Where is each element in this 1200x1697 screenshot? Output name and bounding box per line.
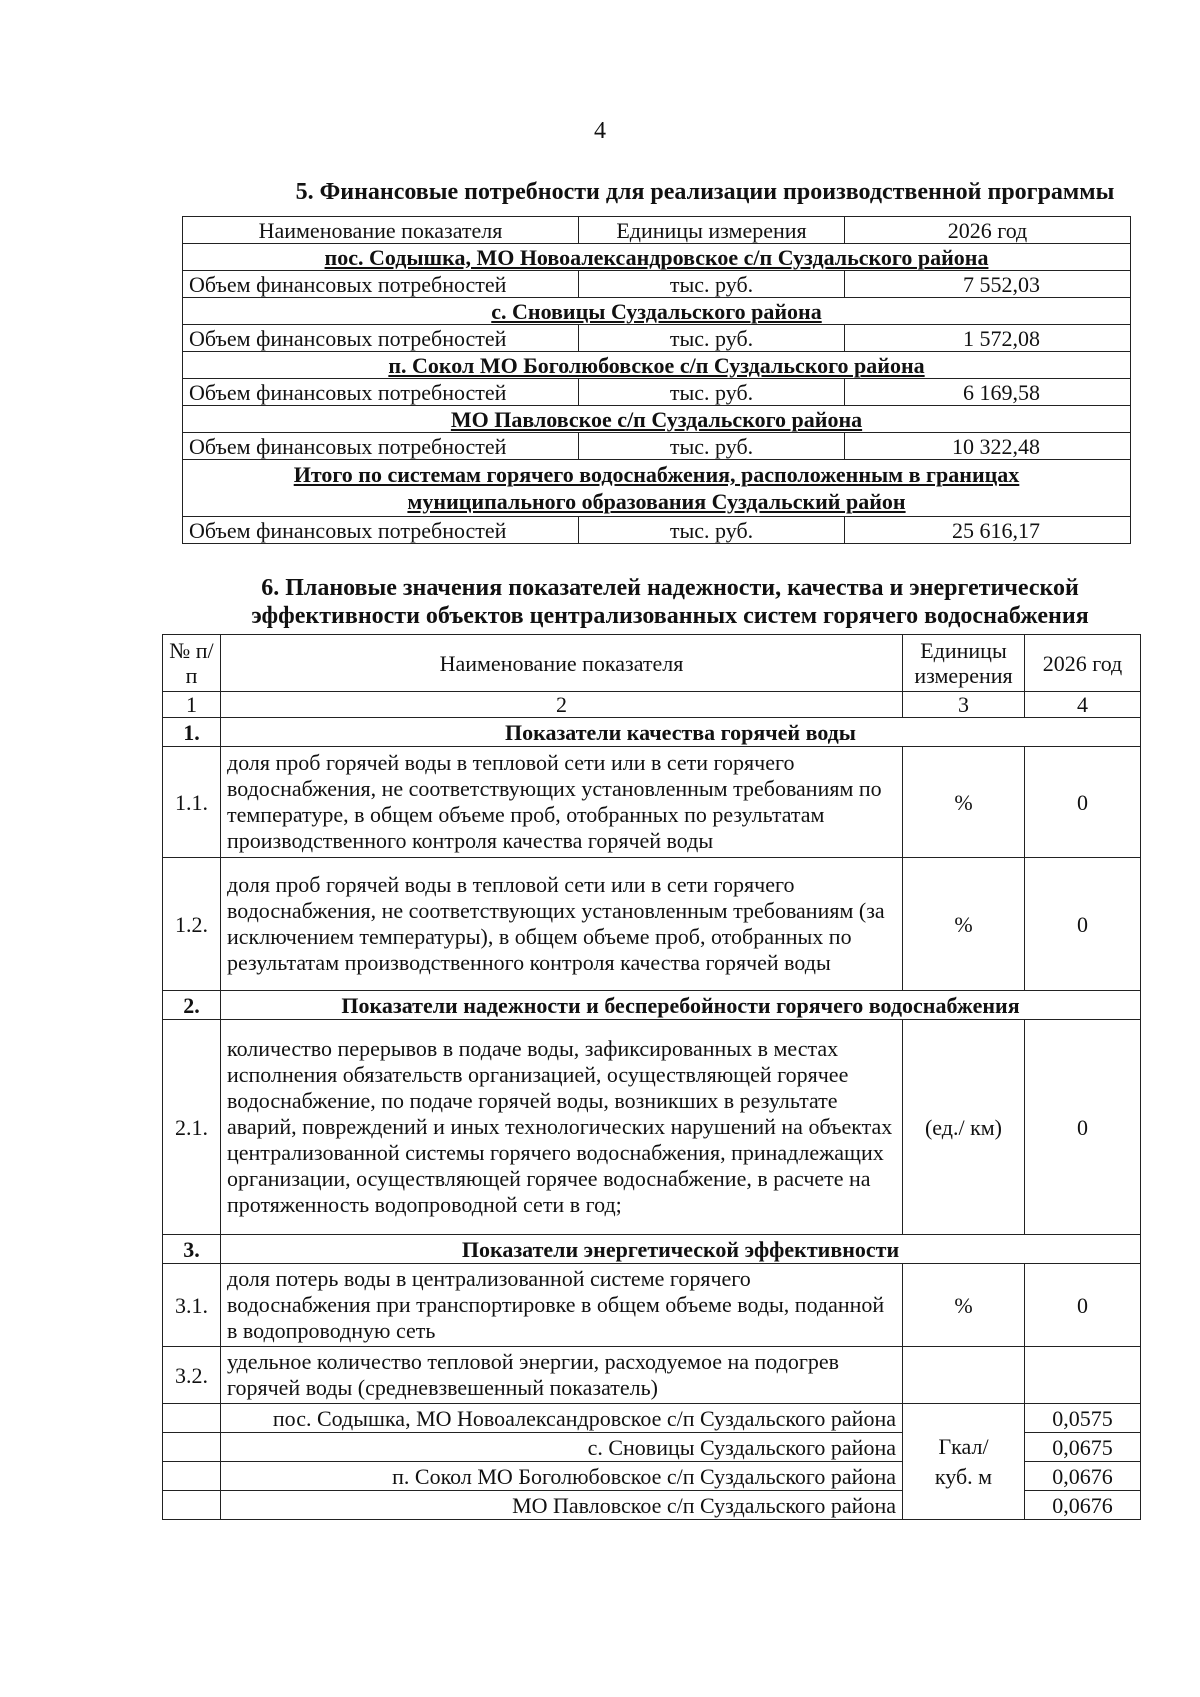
table-header-row xyxy=(163,635,1141,692)
financial-needs-table xyxy=(182,216,1131,544)
row-unit: % xyxy=(903,1264,1025,1347)
row-num: 3.1. xyxy=(163,1264,221,1347)
table-row xyxy=(163,1347,1141,1404)
table-row xyxy=(183,379,1131,406)
section-num: 3. xyxy=(163,1235,221,1264)
sub-row-value: 0,0575 xyxy=(1025,1404,1141,1433)
indicator-name: Объем финансовых потребностей xyxy=(183,517,579,544)
value-cell: 1 572,08 xyxy=(845,325,1131,352)
indicator-name: Объем финансовых потребностей xyxy=(183,433,579,460)
header-year: 2026 год xyxy=(1025,635,1141,692)
row-value: 0 xyxy=(1025,747,1141,858)
group-heading: МО Павловское с/п Суздальского района xyxy=(183,406,1131,433)
sub-row-name: МО Павловское с/п Суздальского района xyxy=(221,1491,903,1520)
row-unit: % xyxy=(903,858,1025,991)
row-text: удельное количество тепловой энергии, расходуемое на подогрев горячей воды (средневзвешенный показатель) xyxy=(221,1347,903,1404)
page-number: 4 xyxy=(594,118,606,144)
group-heading: с. Сновицы Суздальского района xyxy=(183,298,1131,325)
sub-row-value: 0,0676 xyxy=(1025,1491,1141,1520)
section-row xyxy=(163,1235,1141,1264)
group-heading-row xyxy=(183,406,1131,433)
group-heading-row xyxy=(183,244,1131,271)
unit-cell: тыс. руб. xyxy=(579,433,845,460)
col-number: 1 xyxy=(163,692,221,718)
column-number-row xyxy=(163,692,1141,718)
header-cell: Наименование показателя xyxy=(183,217,579,244)
header-num: № п/п xyxy=(163,635,221,692)
row-text: количество перерывов в подаче воды, зафиксированных в местах исполнения обязательств организацией, осуществляющей горячее водоснабжение, по подаче горячей воды, возникших в результате аварий, повреждений и иных технологических нарушений на объектах централизованной системы горячего водоснабжения, принадлежащих организации, осуществляющей горячее водоснабжение, в расчете на протяженность водопроводной сети в год; xyxy=(221,1020,903,1235)
section-title: Показатели энергетической эффективности xyxy=(221,1235,1141,1264)
table-row xyxy=(183,271,1131,298)
value-cell: 7 552,03 xyxy=(845,271,1131,298)
group-heading: п. Сокол МО Боголюбовское с/п Суздальского района xyxy=(183,352,1131,379)
total-heading-line1: Итого по системам горячего водоснабжения, расположенным в границах xyxy=(293,462,1020,487)
row-value xyxy=(1025,1347,1141,1404)
indicator-name: Объем финансовых потребностей xyxy=(183,325,579,352)
col-number: 3 xyxy=(903,692,1025,718)
table-row xyxy=(183,433,1131,460)
group-heading-row xyxy=(183,298,1131,325)
row-text: доля потерь воды в централизованной системе горячего водоснабжения при транспортировке в общем объеме воды, поданной в водопроводную сеть xyxy=(221,1264,903,1347)
section6-title xyxy=(215,574,1125,630)
row-text: доля проб горячей воды в тепловой сети или в сети горячего водоснабжения, не соответствующих установленным требованиям по температуре, в общем объеме проб, отобранных по результатам производственного контроля качества горячей воды xyxy=(221,747,903,858)
row-value: 0 xyxy=(1025,1020,1141,1235)
row-num: 2.1. xyxy=(163,1020,221,1235)
sub-unit xyxy=(903,1404,1025,1520)
sub-row-name: с. Сновицы Суздальского района xyxy=(221,1433,903,1462)
group-heading-row xyxy=(183,352,1131,379)
section6-title-line1: 6. Плановые значения показателей надежности, качества и энергетической xyxy=(261,575,1079,601)
sub-unit-line2: куб. м xyxy=(934,1463,993,1489)
indicator-name: Объем финансовых потребностей xyxy=(183,379,579,406)
table-row xyxy=(183,325,1131,352)
row-unit: % xyxy=(903,747,1025,858)
col-number: 4 xyxy=(1025,692,1141,718)
section-title: Показатели надежности и бесперебойности горячего водоснабжения xyxy=(221,991,1141,1020)
value-cell: 6 169,58 xyxy=(845,379,1131,406)
section-title: Показатели качества горячей воды xyxy=(221,718,1141,747)
header-cell: Единицы измерения xyxy=(579,217,845,244)
row-num: 1.1. xyxy=(163,747,221,858)
unit-cell: тыс. руб. xyxy=(579,379,845,406)
row-value: 0 xyxy=(1025,1264,1141,1347)
col-number: 2 xyxy=(221,692,903,718)
value-cell: 10 322,48 xyxy=(845,433,1131,460)
sub-row-value: 0,0675 xyxy=(1025,1433,1141,1462)
row-value: 0 xyxy=(1025,858,1141,991)
row-num: 1.2. xyxy=(163,858,221,991)
table-row xyxy=(163,1264,1141,1347)
table-row xyxy=(163,858,1141,991)
section-row xyxy=(163,991,1141,1020)
indicator-name: Объем финансовых потребностей xyxy=(183,271,579,298)
section5-title: 5. Финансовые потребности для реализации производственной программы xyxy=(295,179,1115,205)
section-row xyxy=(163,718,1141,747)
row-unit xyxy=(903,1347,1025,1404)
table-header-row xyxy=(183,217,1131,244)
sub-row-value: 0,0676 xyxy=(1025,1462,1141,1491)
total-heading-row xyxy=(183,460,1131,517)
sub-unit-line1: Гкал/ xyxy=(938,1433,989,1459)
unit-cell: тыс. руб. xyxy=(579,517,845,544)
total-heading xyxy=(183,460,1131,517)
table-row xyxy=(163,1020,1141,1235)
indicators-table xyxy=(162,634,1141,1520)
section6-title-line2: эффективности объектов централизованных систем горячего водоснабжения xyxy=(251,603,1089,629)
total-heading-line2: муниципального образования Суздальский район xyxy=(407,489,906,514)
section-num: 1. xyxy=(163,718,221,747)
sub-row xyxy=(163,1404,1141,1433)
unit-cell: тыс. руб. xyxy=(579,325,845,352)
section-num: 2. xyxy=(163,991,221,1020)
row-unit: (ед./ км) xyxy=(903,1020,1025,1235)
sub-row-name: п. Сокол МО Боголюбовское с/п Суздальского района xyxy=(221,1462,903,1491)
row-num: 3.2. xyxy=(163,1347,221,1404)
table-row xyxy=(163,747,1141,858)
header-cell: 2026 год xyxy=(845,217,1131,244)
header-name: Наименование показателя xyxy=(221,635,903,692)
header-unit: Единицы измерения xyxy=(903,635,1025,692)
group-heading: пос. Содышка, МО Новоалександровское с/п Суздальского района xyxy=(183,244,1131,271)
total-row xyxy=(183,517,1131,544)
value-cell: 25 616,17 xyxy=(845,517,1131,544)
row-text: доля проб горячей воды в тепловой сети или в сети горячего водоснабжения, не соответствующих установленным требованиям (за исключением температуры), в общем объеме проб, отобранных по результатам производственного контроля качества горячей воды xyxy=(221,858,903,991)
unit-cell: тыс. руб. xyxy=(579,271,845,298)
sub-row-name: пос. Содышка, МО Новоалександровское с/п Суздальского района xyxy=(221,1404,903,1433)
